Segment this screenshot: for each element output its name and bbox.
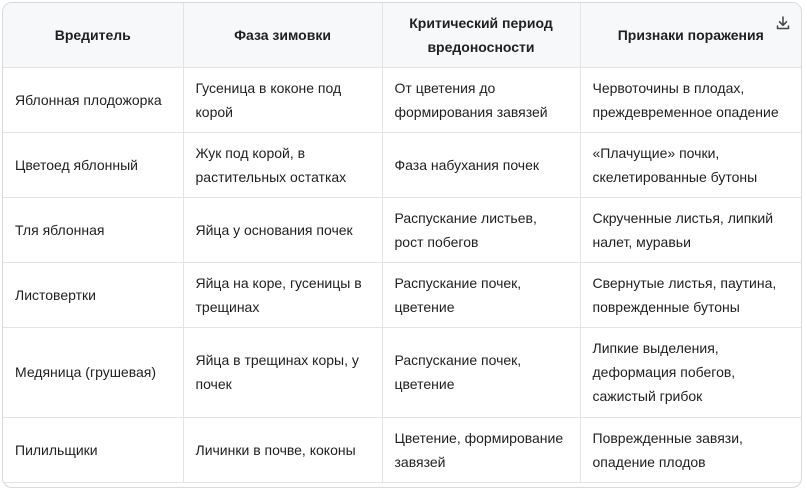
cell-pest: Листовертки	[3, 262, 183, 327]
table-row	[3, 132, 801, 197]
cell-pest: Тля яблонная	[3, 197, 183, 262]
table-container	[2, 2, 802, 488]
header-damage-signs	[580, 3, 801, 67]
cell-wintering-phase: Жук под корой, в растительных остатках	[183, 132, 382, 197]
table-row	[3, 197, 801, 262]
table-row	[3, 327, 801, 417]
cell-damage-signs: Скрученные листья, липкий налет, муравьи	[580, 197, 801, 262]
cell-wintering-phase: Яйца на коре, гусеницы в трещинах	[183, 262, 382, 327]
cell-pest: Пилильщики	[3, 417, 183, 482]
header-wintering-phase: Фаза зимовки	[183, 3, 382, 67]
cell-critical-period: Распускание листьев, рост побегов	[382, 197, 580, 262]
table-row	[3, 262, 801, 327]
cell-critical-period: От цветения до формирования завязей	[382, 67, 580, 132]
cell-wintering-phase: Гусеница в коконе под корой	[183, 67, 382, 132]
cell-wintering-phase: Личинки в почве, коконы	[183, 417, 382, 482]
cell-pest: Яблонная плодожорка	[3, 67, 183, 132]
cell-wintering-phase: Яйца у основания почек	[183, 197, 382, 262]
cell-pest: Цветоед яблонный	[3, 132, 183, 197]
cell-critical-period: Распускание почек, цветение	[382, 262, 580, 327]
header-pest: Вредитель	[3, 3, 183, 67]
cell-damage-signs: Поврежденные завязи, опадение плодов	[580, 417, 801, 482]
table-row	[3, 417, 801, 482]
header-critical-period: Критический период вредоносности	[382, 3, 580, 67]
download-icon[interactable]	[775, 15, 791, 31]
table-row	[3, 67, 801, 132]
cell-critical-period: Фаза набухания почек	[382, 132, 580, 197]
cell-damage-signs: Червоточины в плодах, преждевременное опадение	[580, 67, 801, 132]
cell-damage-signs: Липкие выделения, деформация побегов, сажистый грибок	[580, 327, 801, 417]
pests-table	[3, 3, 801, 483]
cell-damage-signs: Свернутые листья, паутина, поврежденные бутоны	[580, 262, 801, 327]
cell-damage-signs: «Плачущие» почки, скелетированные бутоны	[580, 132, 801, 197]
cell-wintering-phase: Яйца в трещинах коры, у почек	[183, 327, 382, 417]
table-header-row	[3, 3, 801, 67]
cell-pest: Медяница (грушевая)	[3, 327, 183, 417]
cell-critical-period: Цветение, формирование завязей	[382, 417, 580, 482]
header-damage-signs-label: Признаки поражения	[617, 26, 764, 43]
cell-critical-period: Распускание почек, цветение	[382, 327, 580, 417]
